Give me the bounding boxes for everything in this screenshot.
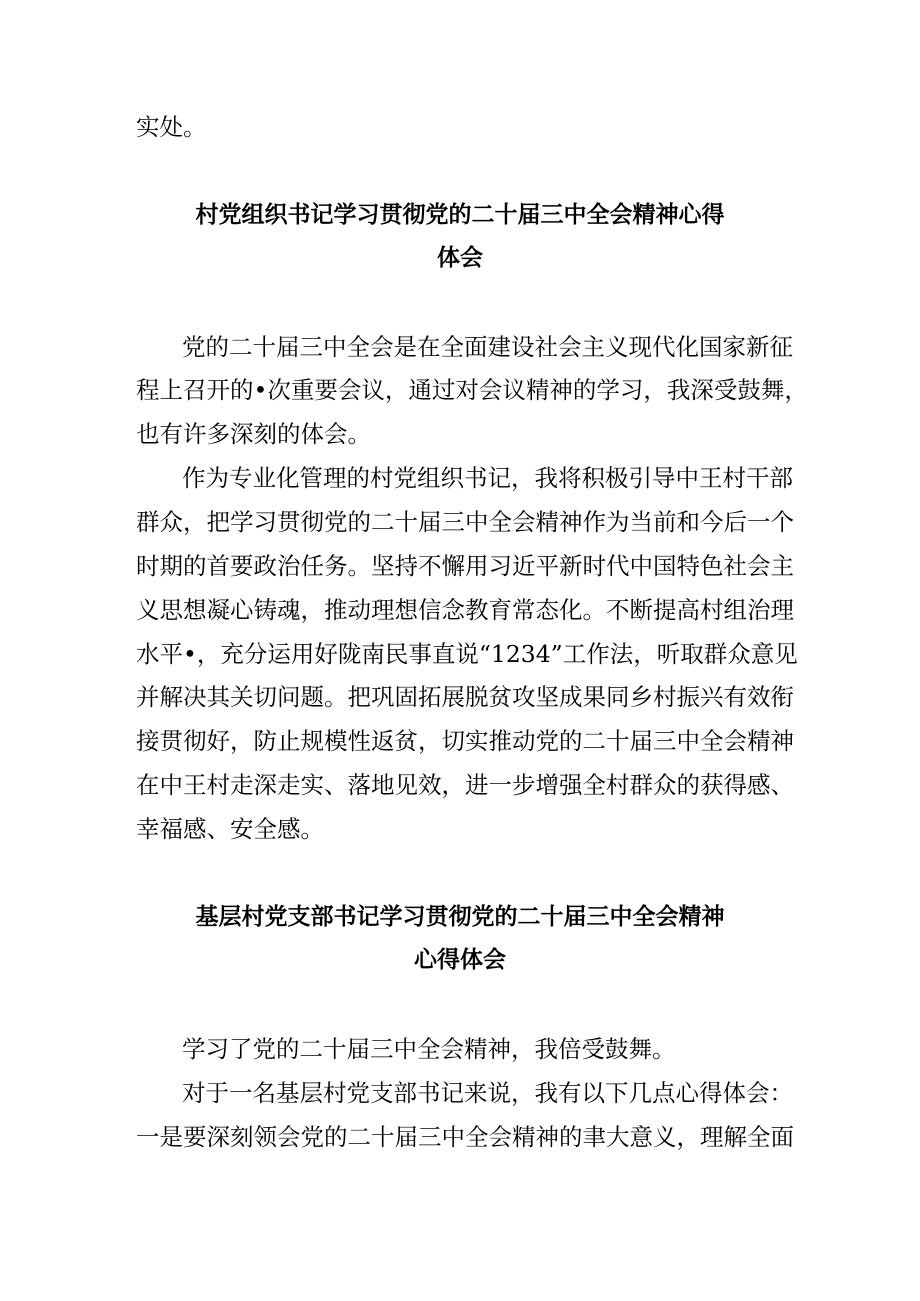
article2-p1-line: 学习了党的二十届三中全会精神，我倍受鼓舞。 [182, 1035, 676, 1063]
article1-p2-line: 在中王村走深走实、落地见效，进一步增强全村群众的获得感、 [136, 771, 794, 799]
article2-p2-line: 一是要深刻领会党的二十届三中全会精神的聿大意义，理解全面 [136, 1123, 794, 1151]
article2-p2-line: 对于一名基层村党支部书记来说，我有以下几点心得体会： [182, 1079, 793, 1107]
article2-title-line2: 心得体会 [414, 947, 506, 973]
article1-p2-line: 义思想凝心铸魂，推动理想信念教育常态化。不断提高村组治理 [136, 596, 794, 624]
article1-p1-line: 也有许多深刻的体会。 [136, 420, 371, 448]
article1-title-line1: 村党组织书记学习贯彻党的二十届三中全会精神心得 [195, 202, 725, 228]
article1-p2-line: 接贯彻好，防止规模性返贫，切实推动党的二十届三中全会精神 [136, 727, 794, 755]
article1-p1-line: 程上召开的•次重要会议，通过对会议精神的学习，我深受鼓舞， [136, 376, 808, 404]
article1-p2-line: 时期的首要政治任务。坚持不懈用习近平新时代中国特色社会主 [136, 552, 794, 580]
article1-p2-line: 水平•，充分运用好陇南民事直说“1234”工作法，听取群众意见 [136, 640, 798, 668]
article1-p2-line: 并解决其关切问题。把巩固拓展脱贫攻坚成果同乡村振兴有效衔 [136, 683, 794, 711]
article2-title-line1: 基层村党支部书记学习贯彻党的二十届三中全会精神 [195, 904, 725, 930]
article1-p2-line: 群众，把学习贯彻党的二十届三中全会精神作为当前和今后一个 [136, 508, 794, 536]
article1-p1-line: 党的二十届三中全会是在全面建设社会主义现代化国家新征 [182, 333, 793, 361]
article1-p2-line: 幸福感、安全感。 [136, 815, 324, 843]
article1-p2-line: 作为专业化管理的村党组织书记，我将积极引导中王村干部 [182, 464, 793, 492]
article1-title-line2: 体会 [437, 245, 483, 271]
carryover-text: 实处。 [136, 113, 207, 141]
